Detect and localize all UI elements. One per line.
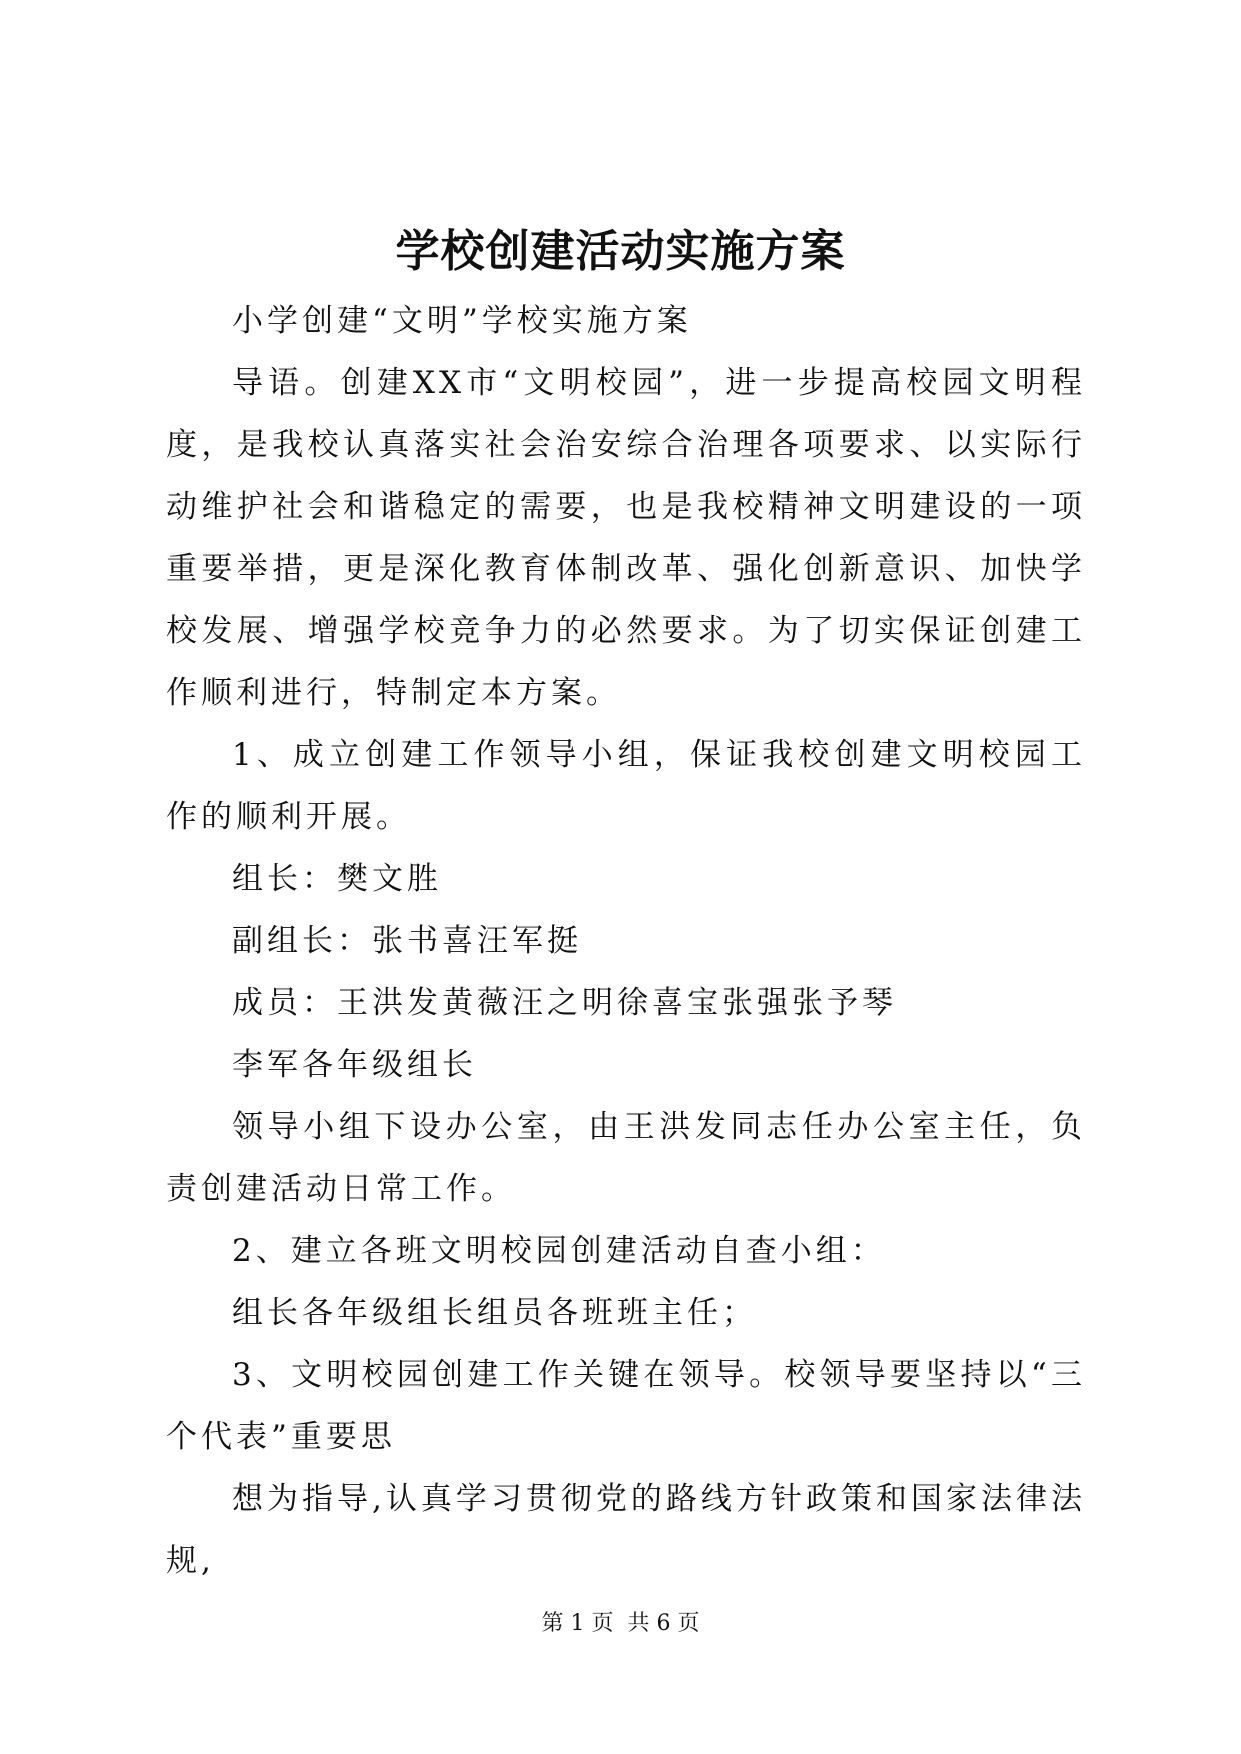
document-title: 学校创建活动实施方案 (395, 226, 846, 277)
paragraph-introduction: 导语。创建XX市“文明校园”，进一步提高校园文明程度，是我校认真落实社会治安综合治理各项要求、以实际行动维护社会和谐稳定的需要，也是我校精神文明建设的一项重要举措，更是深化教育体制改革、强化创新意识、加快学校发展、增强学校竞争力的必然要求。为了切实保证创建工作顺利进行，特制定本方案。 (166, 365, 1086, 711)
paragraph-deputy-leader: 副组长：张书喜汪军挺 (232, 923, 582, 959)
paragraph-leader: 组长：樊文胜 (232, 861, 442, 897)
paragraph-item-3-cont: 想为指导,认真学习贯彻党的路线方针政策和国家法律法规, (166, 1481, 1086, 1579)
paragraph-item-1: 1、成立创建工作领导小组，保证我校创建文明校园工作的顺利开展。 (166, 737, 1086, 835)
paragraph-members-cont: 李军各年级组长 (232, 1047, 477, 1083)
paragraph-item-3: 3、文明校园创建工作关键在领导。校领导要坚持以“三个代表”重要思 (166, 1357, 1086, 1455)
paragraph-self-check-group: 组长各年级组长组员各班班主任； (232, 1295, 757, 1331)
paragraph-subtitle: 小学创建“文明”学校实施方案 (232, 303, 692, 339)
page-number-label: 第 1 页 共 6 页 (541, 1611, 700, 1636)
document-body (166, 290, 1086, 1592)
paragraph-item-2: 2、建立各班文明校园创建活动自查小组： (232, 1233, 886, 1269)
page-footer (0, 1609, 1241, 1639)
paragraph-office: 领导小组下设办公室，由王洪发同志任办公室主任，负责创建活动日常工作。 (166, 1109, 1086, 1207)
paragraph-members: 成员：王洪发黄薇汪之明徐喜宝张强张予琴 (232, 985, 897, 1021)
